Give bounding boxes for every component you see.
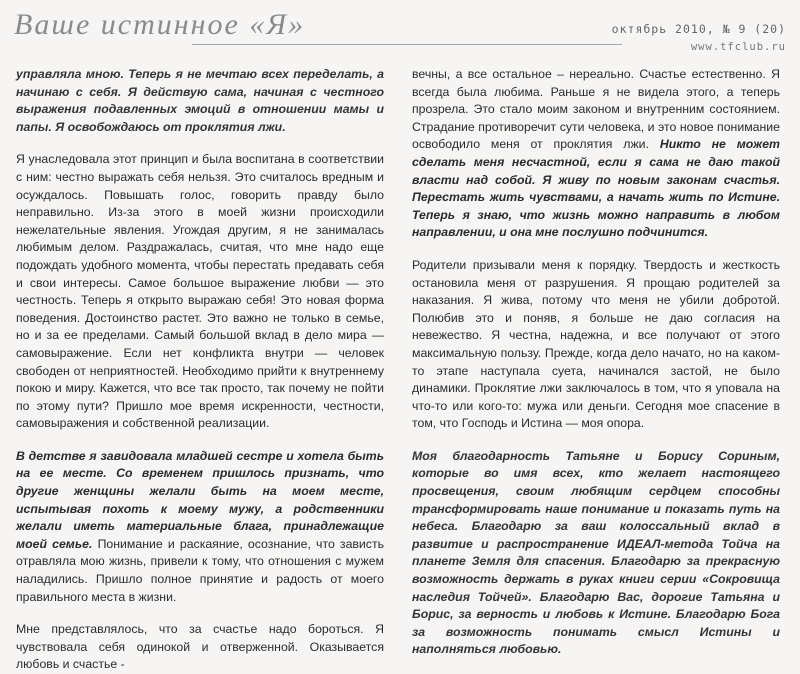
emphasis-text: Никто не может сделать меня несчастной, если я сама не даю такой власти над собой. Я живу по новым законам счастья. Перестать жить чувствами, а начать жить по Истине. Теперь я знаю, что жизнь можно направить в любом направлении, и она мне послушно подчинится. (412, 137, 780, 240)
emphasis-text: В детстве я завидовала младшей сестре и хотела быть на ее месте. Со временем пришлось признать, что другие женщины желали быть на моем месте, испытывая похоть к моему мужу, а родственники желали иметь материальные блага, принадлежащие моей семье. (16, 448, 384, 551)
masthead-rule (192, 44, 622, 45)
gratitude-paragraph: Моя благодарность Татьяне и Борису Сориным, которые во имя всех, кто желает настоящего просвещения, своим любящим сердцем способны трансформировать наше понимание и показать путь на небеса. Благодарю за ваш колоссальный вклад в развитие и распространение ИДЕАЛ-метода Тойча на планете Земля для спасения. Благодарю за прекрасную возможность держать в руках книги серии «Сокровища наследия Тойчей». Благодарю Вас, дорогие Татьяна и Борис, за верность и любовь к Истине. Благодарю Бога за возможность понимать смысл Истины и наполняться любовью. (412, 448, 780, 657)
paragraph (412, 66, 780, 242)
paragraph: Я унаследовала этот принцип и была воспитана в соответствии с ним: честно выражать себя нельзя. Это считалось вредным и осуждалось. Повышать голос, говорить правду было неправильно. Из-за этого в моей жизни происходили нежелательные явления. Угождая другим, я не занималась любимым делом. Раздражалась, считая, что мне надо еще подождать удобного момента, чтобы перестать предавать себя и свои интересы. Самое большое выражение любви — это честность. Теперь я открыто выражаю себя! Это новая форма поведения. Достоинство растет. Это важно не только в семье, но и за ее пределами. Самый большой вклад в дело мира — самовыражение. Если нет конфликта внутри — человек свободен от неприятностей. Необходимо прийти к внутреннему покою и миру. Кажется, что все так просто, так почему не пойти по этому пути? Пришло мое время искренности, честности, самовыражения и собственной реализации. (16, 152, 384, 431)
paragraph: Мне представлялось, что за счастье надо бороться. Я чувствовала себя одинокой и отверженной. Оказывается любовь и счастье - (16, 622, 384, 672)
paragraph (16, 448, 384, 606)
right-column (412, 66, 780, 657)
section-title: Ваше истинное «Я» (14, 8, 306, 41)
left-column (16, 66, 384, 672)
paragraph: управляла мною. Теперь я не мечтаю всех переделать, а начинаю с себя. Я действую сама, начиная с честного выражения подавленных эмоций в отношении мамы и папы. Я освобождаюсь от проклятия лжи. (16, 67, 384, 134)
website-label: www.tfclub.ru (690, 41, 786, 53)
issue-label: октябрь 2010, № 9 (20) (611, 22, 786, 36)
masthead (12, 8, 792, 54)
body-text: вечны, а все остальное – нереально. Счастье естественно. Я всегда была любима. Раньше я не видела этого, а теперь прозрела. Это стало моим законом и внутренним состоянием. Страдание противоречит сути человека, и это новое понимание освободило меня от проклятия лжи. (412, 67, 780, 152)
body-text: Понимание и раскаяние, осознание, что зависть отравляла мою жизнь, привели к тому, что отношения с мужем наладились. Пришло полное принятие и радость от моего правильного места в жизни. (16, 536, 384, 604)
paragraph: Родители призывали меня к порядку. Твердость и жесткость остановила меня от разрушения. Я прощаю родителей за наказания. Я жива, потому что меня не убили добротой. Полюбив это и поняв, я больше не даю согласия на невежество. Я честна, надежна, и все получают от этого максимальную пользу. Прежде, когда дело начато, но на каком-то этапе наступала суета, начинался застой, не было динамики. Проклятие лжи заключалось в том, что я уповала на что-то или кого-то: мужа или деньги. Сегодня мое спасение в том, что Господь и Истина — моя опора. (412, 257, 780, 431)
